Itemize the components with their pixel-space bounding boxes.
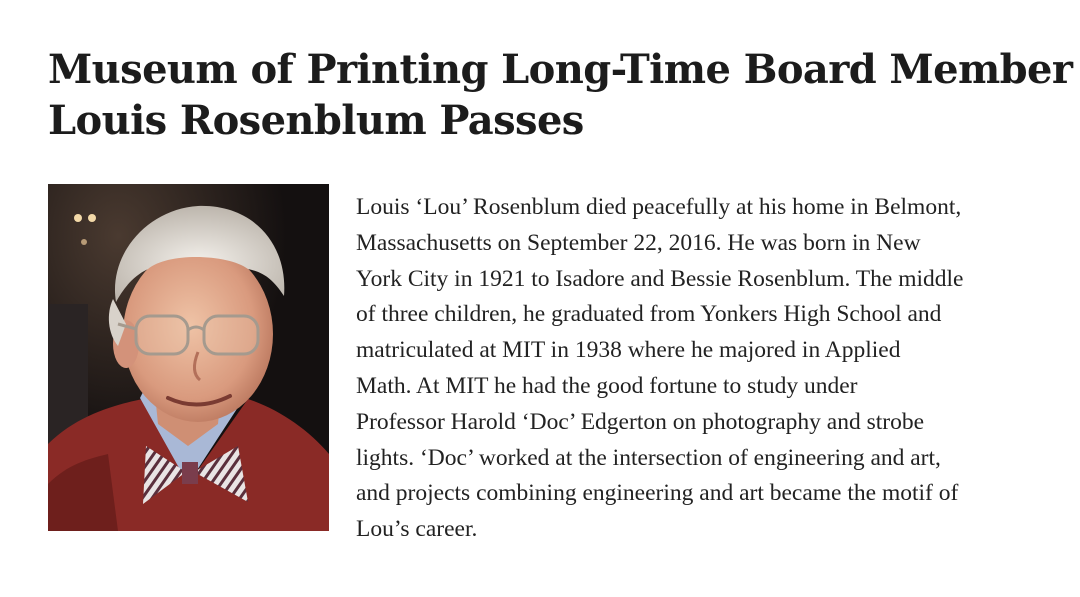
body-line: and projects combining engineering and art became the motif of [356,480,959,507]
title-line-2: Louis Rosenblum Passes [48,97,584,144]
background-light [81,239,87,245]
article-body [356,190,1056,548]
body-line: Louis ‘Lou’ Rosenblum died peacefully at his home in Belmont, [356,194,962,220]
title-line-1: Museum of Printing Long-Time Board Member [48,46,1073,93]
article-title [48,44,1073,146]
body-line: matriculated at MIT in 1938 where he majored in Applied [356,337,901,364]
portrait-photo [48,184,329,531]
body-line: of three children, he graduated from Yonkers High School and [356,301,942,328]
body-line: Massachusetts on September 22, 2016. He was born in New [356,229,921,256]
bow-tie-knot [182,462,198,484]
body-line: Lou’s career. [356,516,478,543]
body-line: Math. At MIT he had the good fortune to study under [356,372,858,399]
body-line: York City in 1921 to Isadore and Bessie Rosenblum. The middle [356,265,964,292]
body-line: Professor Harold ‘Doc’ Edgerton on photography and strobe [356,408,924,435]
background-light [88,214,96,222]
background-light [74,214,82,222]
body-line: lights. ‘Doc’ worked at the intersection of engineering and art, [356,444,941,471]
